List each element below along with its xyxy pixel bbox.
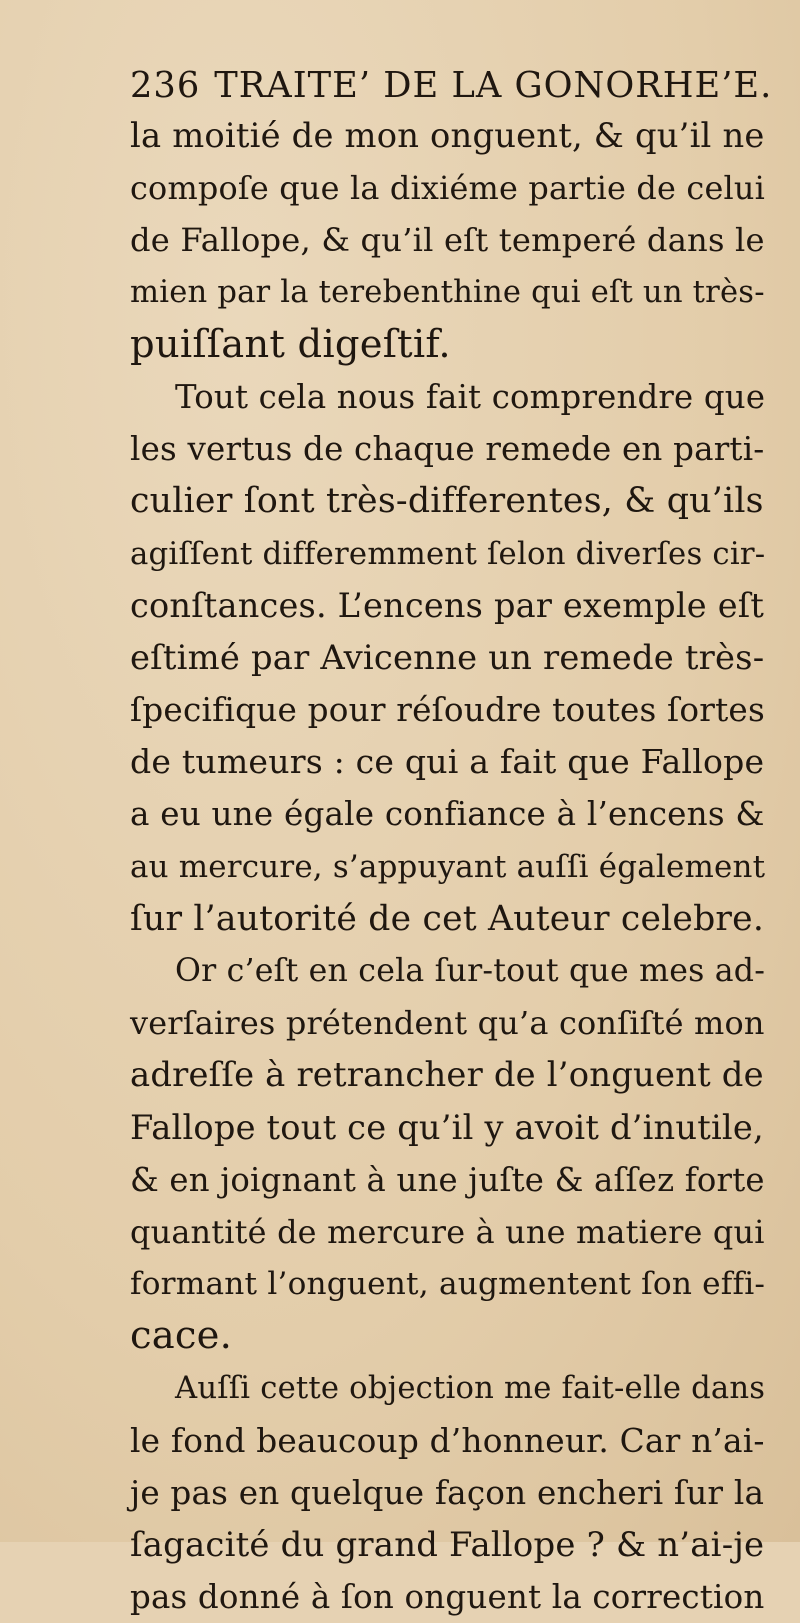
text-line: ſagacité du grand Fallope ? & n’ai-je [130,1525,765,1565]
text-line: les vertus de chaque remede en parti- [130,430,765,469]
text-line: puiſſant digeſtif. [130,321,451,367]
text-line: de tumeurs : ce qui a fait que Fallope [130,742,765,782]
text-line: Fallope tout ce qu’il y avoit d’inutile, [130,1107,764,1147]
paragraph-start-line: Tout cela nous fait comprendre que [175,377,766,416]
text-line: conſtances. L’encens par exemple eſt [130,585,765,625]
page-number: 236 [130,65,201,106]
text-line: a eu une égale confiance à l’encens & [130,795,765,834]
text-line: eſtimé par Avicenne un remede très- [130,637,765,677]
text-line: pas donné à ſon onguent la correction [130,1578,765,1617]
text-line: la moitié de mon onguent, & qu’il ne [130,116,765,155]
text-line: le fond beaucoup d’honneur. Car n’ai- [130,1421,765,1460]
running-title: TRAITE’ DE LA GONORHE’E. [214,65,773,106]
text-block [130,62,773,1623]
text-line: adreſſe à retrancher de l’onguent de [130,1055,764,1095]
text-line: mien par la terebenthine qui eſt un très- [130,274,765,310]
text-line: quantité de mercure à une matiere qui [130,1212,765,1251]
text-line: je pas en quelque façon encheri ſur la [130,1473,765,1512]
text-line: cace. [130,1313,233,1359]
text-line: formant l’onguent, augmentent ſon effi- [130,1266,766,1303]
text-line: au mercure, s’appuyant auſſi également [130,848,766,885]
text-line: agiſſent differemment ſelon diverſes cir- [130,535,766,572]
text-line: culier ſont très-differentes, & qu’ils [130,481,764,522]
text-line: ſpecifique pour réſoudre toutes ſortes [130,691,765,730]
text-line: compoſe que la dixiéme partie de celui [130,169,766,208]
text-line: & en joignant à une juſte & aſſez forte [130,1160,765,1199]
paragraph-start-line: Auſſi cette objection me fait-elle dans [175,1370,766,1406]
text-line: de Fallope, & qu’il eſt temperé dans le [130,221,765,260]
text-line: verſaires prétendent qu’a conſiſté mon [130,1004,765,1043]
paragraph-start-line: Or c’eſt en cela ſur-tout que mes ad- [175,953,766,989]
running-header [130,62,773,110]
text-line: ſur l’autorité de cet Auteur celebre. [130,898,765,939]
